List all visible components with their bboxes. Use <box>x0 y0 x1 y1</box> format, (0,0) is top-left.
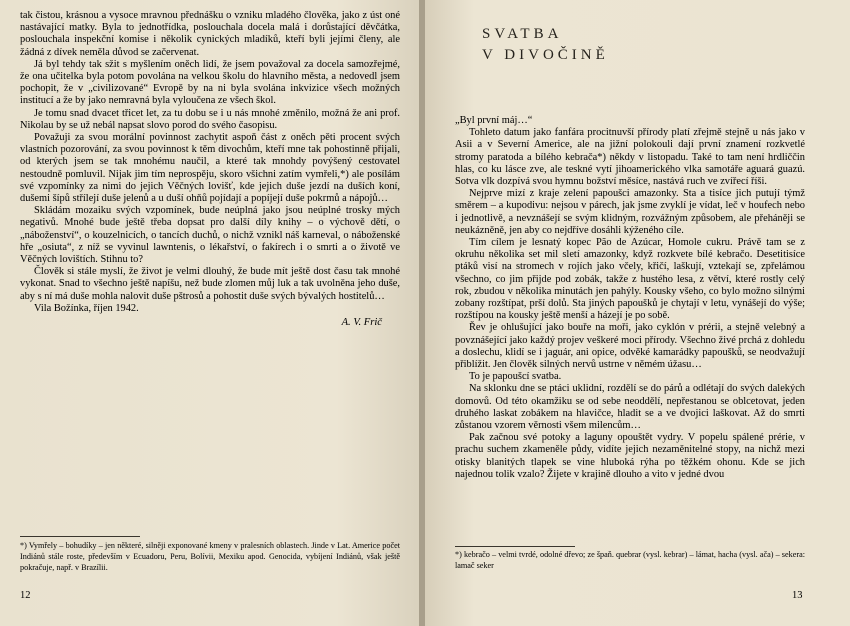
page-number: 12 <box>20 590 31 601</box>
paragraph: Je tomu snad dvacet třicet let, za tu dobu se i u nás mnohé změnilo, možná že ani prof. Nikolau by se už nebál napsat slovo porod do svého časopisu. <box>20 107 400 131</box>
paragraph: tak čistou, krásnou a vysoce mravnou přednášku o vzniku mladého člověka, jako z úst oné nastávající matky. Byla to jednotřídka, poslouchala docela malá i dorůstající děvčátka, poslouchala inspekční komise i několik cynických mladíků, kteří byli jejími členy, ale žádná z dívek neměla důvod se začervenat. <box>20 10 400 58</box>
chapter-title-line: V DIVOČINĚ <box>482 47 609 63</box>
paragraph: „Byl první máj…“ <box>455 115 533 126</box>
right-page-body <box>455 115 805 481</box>
paragraph: Řev je ohlušující jako bouře na moři, jako cyklón v prérii, a stejně velebný a povznášející jako každý projev veškeré moci přírody. Všechno živé prchá z dohledu a doslechu, klidí se i jaguár, ani opice, odvěké kamarádky papoušků, se neodvažují přiblížit. Jen člověk silných nervů ustrne v němém úžasu… <box>455 322 805 371</box>
paragraph: Vila Božínka, říjen 1942. <box>34 302 139 314</box>
paragraph: Tím cílem je lesnatý kopec Pão de Azúcar, Homole cukru. Právě tam se z okruhu několika set mil sletí amazonky, když rozkvete bílé kebračo. Desetitisíce ptáků visí na stromech v rojích jako včely, křičí, laškují, vztekají se, zpřelámou všechno, co jim přijde pod zobák, takže z hustého lesa, z větví, které rostly celý rok, zbudou v několika minutách jen pahýly. Kousky všeho, co bylo možno silnými zobany rozštípat, prší dolů. Sta jiných papoušků je chytají v letu, vynášejí do výše; rozštípou na kousky ještě menší a házejí je po sobě. <box>455 237 805 322</box>
paragraph: Skládám mozaiku svých vzpomínek, bude neúplná jako jsou neúplné trosky mých negativů. Mnohé bude ještě třeba dopsat pro další díly knihy – o výchově dětí, o „náboženství“, o kouzelnicích, o tancích duchů, o nichž vznikl náš karneval, o náboženské hře „osiuta“, z níž se vyvinul lawntenis, o lékařství, o fakírech i o smrti a o životě ve Věčných lovištích. Stihnu to? <box>20 205 400 266</box>
page-number: 13 <box>792 590 803 601</box>
chapter-title <box>482 24 609 66</box>
author-signature: A. V. Frič <box>341 317 382 329</box>
book-gutter <box>419 0 425 626</box>
chapter-title-line: SVATBA <box>482 26 563 42</box>
paragraph: Tohleto datum jako fanfára procitnuvší přírody platí zřejmě stejně u nás jako v Asii a v Severní Americe, ale na jižní polokouli dají první znamení rozkvetlé stromy paratoda a bílého kebrača*) někdy v listopadu. Také to tam není hrdliččin hlas, co ku lásce zve, ale teskné vytí jihoamerického vlka samotáře aguará guazú. Sotva vlk dozpívá svou hymnu božství měsíce, nastává ruch ve zvířecí říši. <box>455 127 805 188</box>
left-page-body <box>20 10 400 329</box>
paragraph: Nejprve mizí z kraje zelení papoušci amazonky. Sta a tisíce jich putují týmž směrem – a kupodivu: nejsou v párech, jak jsme zvyklí je vídat, leč v houfech nebo i jednotlivě, a nevznášejí se svým klidným, rozvážným způsobem, ale přeháněji se neukázněně, jen aby co nejdříve dosáhli kýženého cíle. <box>455 188 805 236</box>
paragraph: Na sklonku dne se ptáci uklidní, rozdělí se do párů a odlétají do svých dalekých domovů. Od této okamžiku se od sebe neoddělí, nepřestanou se oblcetovat, jeden druhého laskat zobákem na hlavičce, hladit se a ve dvojici laškovat. Až do smrti zůstanou vzorem věrnosti všem milencům… <box>455 383 805 432</box>
paragraph: Člověk si stále myslí, že život je velmi dlouhý, že bude mít ještě dost času tak mnohé vykonat. Snad to všechno ještě napíšu, než bude zlomen můj luk a tak uvolněna jeho duše, aby s ní má duše mohla nalovit duše pštrosů a pohostit duše svých bývalých hostitelů… <box>20 266 400 302</box>
footnote: *) Vymřely – bohudíky – jen některé, silněji exponované kmeny v pralesních oblastech. Jinde v Lat. Americe počet Indiánů stále roste, především v Ecuadoru, Peru, Bolívii, Mexiku apod. Genocida, vybíjení Indiánů, však ještě pokračuje, např. v Brazílii. <box>20 541 400 572</box>
paragraph: To je papoušcí svatba. <box>469 371 562 383</box>
paragraph: Pak začnou své potoky a laguny opouštět vydry. V popelu spálené prérie, v prachu suchem zkameněle půdy, vidíte jejich nezaměnitelné stopy, na nichž mezi otisky blanitých tlapek se vine hluboká rýha po těžkém ohonu. Kde se jich najednou tolik vzalo? Žijete v krajině dlouho a vito v jedné dvou <box>455 432 805 480</box>
footnote: *) kebračo – velmi tvrdé, odolné dřevo; ze špaň. quebrar (vysl. kebrar) – lámat, hacha (vysl. ača) – sekera: lamač seker <box>455 550 805 570</box>
footnote-divider <box>455 546 575 547</box>
paragraph: Považuji za svou morální povinnost zachytit aspoň část z oněch pěti procent svých vlastních pozorování, za svou povinnost k těm divochům, kteří mne tak pohostinně přijali, od kterých jsem se tak mnohému naučil, a které tak mnohdy povýšený cestovatel nestoudně pomluvil. Nijak jim tím neprospěju, skoro všichni zatím vymřeli,*) ale posílám své vzpomínky za nimi do jejich Věčných lovišť, kde jejich duše jezdí na duších koní, dušemi šípů střílejí duše jelenů a u duší ohňů pojídají a popíjejí duše pokrmů a nápojů… <box>20 132 400 205</box>
paragraph: Já byl tehdy tak sžit s myšlením oněch lidí, že jsem považoval za docela samozřejmé, že ona učitelka byla potom povolána na velkou školu do hlavního města, a nedovedl jsem pochopit, že v „civilizované“ Evropě by na ni byla svolána inkvizice všech možných institucí a že by jako nemravná byla vyloučena ze všech škol. <box>20 58 400 107</box>
footnote-divider <box>20 536 140 537</box>
